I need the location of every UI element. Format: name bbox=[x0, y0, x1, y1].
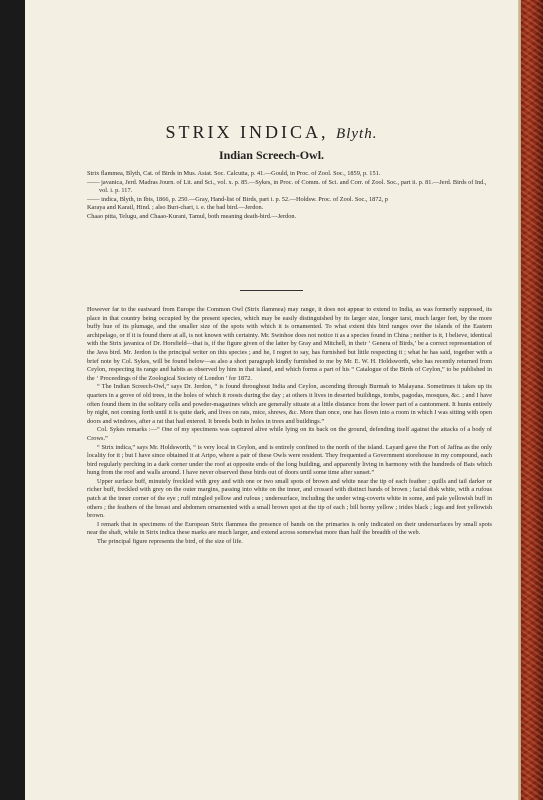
common-name: Indian Screech-Owl. bbox=[218, 148, 325, 162]
paragraph: I remark that in specimens of the European Strix flammea the presence of bands on the primaries is only indicated on their undersurfaces by small spots near the shaft, while in Strix indica these marks are much larger, and extend across somewhat more than half the breadth of the web. bbox=[87, 520, 492, 537]
page-title bbox=[25, 122, 518, 143]
species-author: Blyth. bbox=[336, 126, 378, 142]
section-divider bbox=[240, 290, 303, 291]
synonymy-block bbox=[87, 170, 487, 222]
paragraph: Col. Sykes remarks :—“ One of my specimens was captured alive while lying on its back on the ground, defending itself against the attacks of a body of Crows.” bbox=[87, 426, 492, 442]
paragraph: However far to the eastward from Europe the Common Owl (Strix flammea) may range, it does not appear to extend to India, as was formerly supposed, its place in that country being occupied by the present species, which may be easily distinguished by its larger size, longer tarsi, much larger feet, by the more buffy hue of its plumage, and the smaller size of the spots with which it is ornamented. To what extent this bird ranges over the islands of the Eastern archipelago, or if it is found there at all, is not known with certainty. Mr. Swinhoe does not notice it as a species found in China ; neither is it, I believe, identical with the Strix javanica of Dr. Horsfield—that is, if the figure given of the latter by Gray and Mitchell, in their ‘ Genera of Birds,’ be a correct representation of the Java bird. Mr. Jerdon is the principal writer on this species ; and he, I regret to say, has furnished but little respecting it ; what he has said, together with a brief note by Col. Sykes, will be found below—as also a short paragraph kindly furnished to me by Mr. E. W. H. Holdsworth, who has recently returned from Ceylon, respecting its range and habits as observed by him in that island, and which forms a part of his “ Catalogue of the Birds of Ceylon,” to be published in the ‘ Proceedings of the Zoological Society of London ’ for 1872. bbox=[87, 306, 492, 382]
paragraph: Upper surface buff, minutely freckled with grey and with one or two small spots of brown and white near the tip of each feather ; quills and tail darker or richer buff, freckled with grey on the outer margins, passing into white on the inner, and crossed with distinct bands of brown ; facial disk white, with a rufous patch at the inner corner of the eye ; ruff mingled yellow and rufous ; undersurface, including the under wing-coverts white in some, and pale yellowish buff in others ; the feathers of the breast and abdomen ornamented with a small brown spot at the tip of each ; bill horny yellow ; irides black ; legs and feet yellowish brown. bbox=[87, 477, 492, 520]
book-binding-edge bbox=[518, 0, 543, 800]
paragraph: “ The Indian Screech-Owl,” says Dr. Jerdon, “ is found throughout India and Ceylon, ascending through Burmah to Malayana. Sometimes it takes up its quarters in a grove of old trees, in the holes of which it roosts during the day ; at others it lives in deserted buildings, tombs, pagodas, mosques, &c. ; and I have often found them in the solitary cells and powder-magazines which are generally situate at a little distance from the lower part of a cantonment. It hunts entirely by night, not coming forth until it is quite dark, and lives on rats, mice, shrews, &c. More than once, one has flown into a room in which I was sitting with open doors and windows, after a rat that had entered. It breeds both in holes in trees and buildings.” bbox=[87, 383, 492, 425]
synonymy-entry: Chaao pitta, Telugu, and Chaao-Kurani, Tamul, both meaning death-bird.—Jerdon. bbox=[87, 212, 297, 220]
paragraph: “ Strix indica,” says Mr. Holdsworth, “ is very local in Ceylon, and is entirely confined to the north of the island. Layard gave the Fort of Jaffna as the only locality for it ; but I have since obtained it at Aripo, where a pair of these Owls were resident. They frequented a Government storehouse in my compound, each bird regularly perching in a dark corner under the roof at opposite ends of the long building, and apparently living in harmony with the hundreds of Bats which hung from the roof and walls around. I have never observed these birds out of doors until some time after sunset.” bbox=[87, 443, 492, 477]
book-page bbox=[25, 0, 518, 800]
synonymy-entry: Strix flammea, Blyth, Cat. of Birds in Mus. Asiat. Soc. Calcutta, p. 41.—Gould, in Proc. of Zool. Soc., 1859, p. 151. bbox=[87, 170, 381, 177]
synonymy-entry: Karaya and Karail, Hind. ; also Buri-chari, i. e. the bad bird.—Jerdon. bbox=[87, 204, 264, 212]
body-text bbox=[87, 306, 492, 547]
synonymy-entry: —— javanica, Jerd. Madras Journ. of Lit. and Sci., vol. x. p. 85.—Sykes, in Proc. of Comm. of Sci. and Corr. of Zool. Soc., part ii. p. 81.—Jerd. Birds of Ind., vol. i. p. 117. bbox=[87, 178, 487, 195]
synonymy-entry: —— indica, Blyth, in Ibis, 1866, p. 250.—Gray, Hand-list of Birds, part i. p. 52.—Holdsw. Proc. of Zool. Soc., 1872, p bbox=[87, 195, 388, 203]
page-edge bbox=[518, 0, 521, 800]
paragraph: The principal figure represents the bird, of the size of life. bbox=[97, 538, 243, 546]
species-name: STRIX INDICA, bbox=[165, 122, 329, 142]
